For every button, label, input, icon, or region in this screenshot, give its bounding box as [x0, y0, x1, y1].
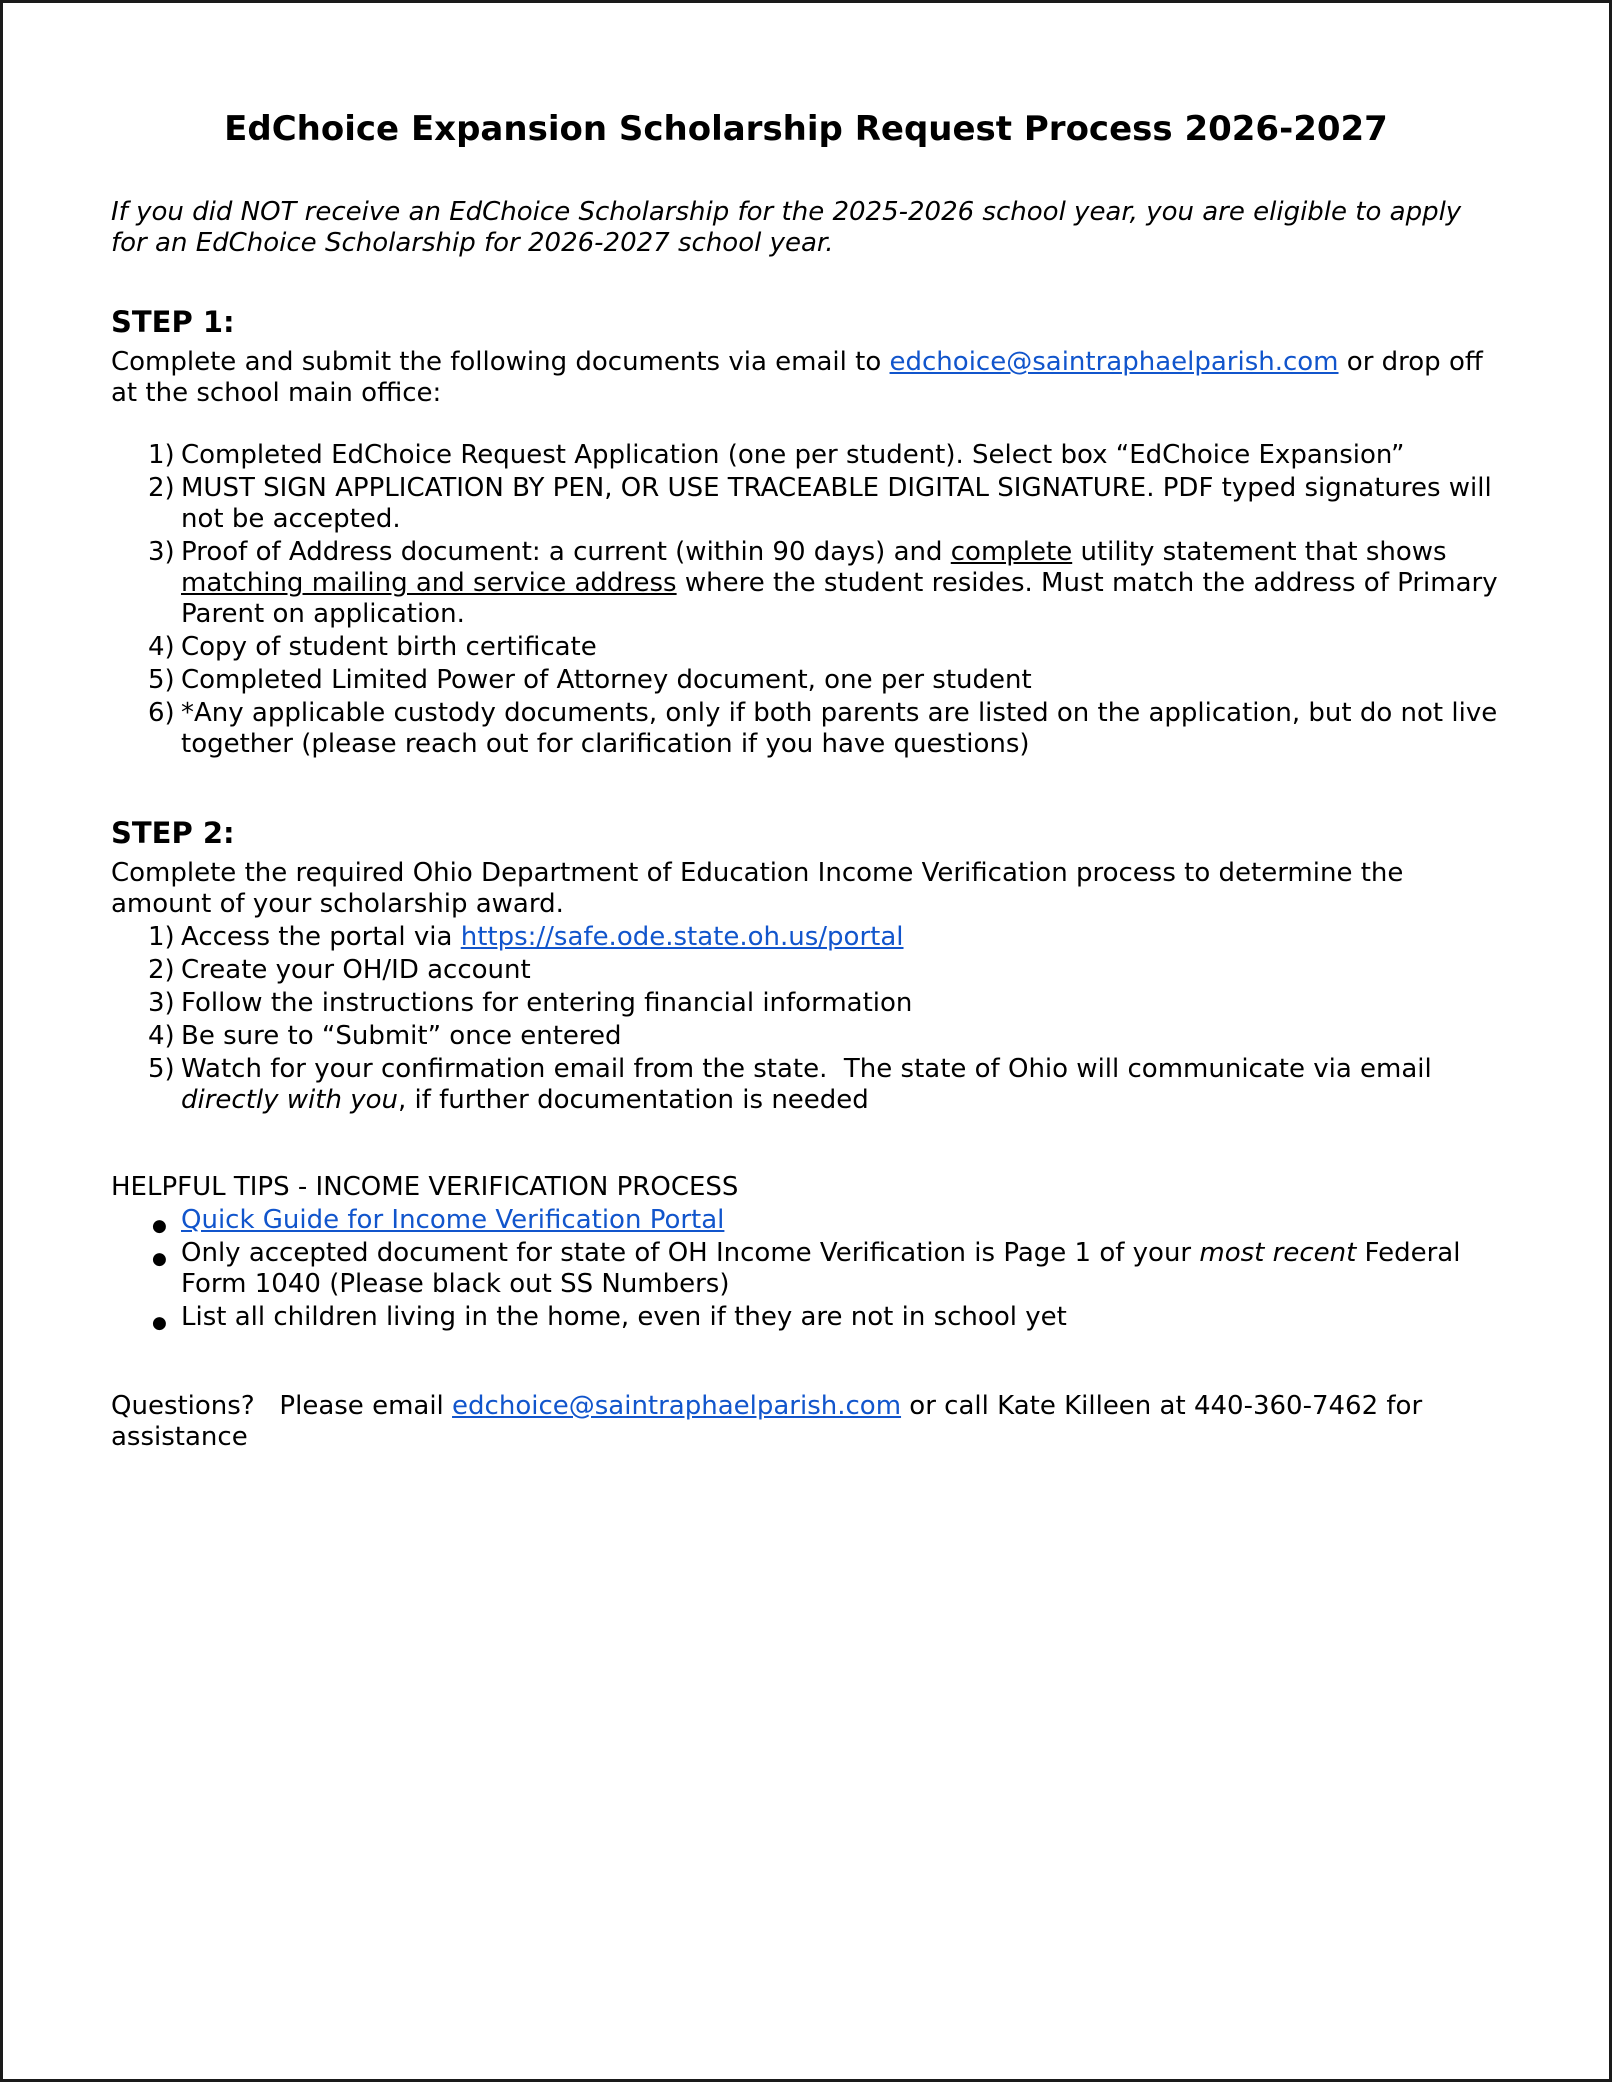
tips-section	[111, 1172, 1501, 1333]
hyperlink[interactable]: edchoice@saintraphaelparish.com	[452, 1391, 902, 1422]
text-run: *Any applicable custody documents, only if both parents are listed on the application, but do not live together (please reach out for clarification if you have questions)	[181, 698, 1506, 760]
text-run: or drop off at the school main office:	[111, 347, 1492, 409]
italic-text: most recent	[1199, 1238, 1357, 1269]
step2-list	[111, 922, 1501, 1116]
footer-paragraph	[111, 1391, 1501, 1453]
list-item	[111, 1021, 1501, 1052]
text-run: Only accepted document for state of OH Income Verification is Page 1 of your	[181, 1238, 1200, 1269]
step1-lead	[111, 347, 1501, 409]
list-item	[111, 988, 1501, 1019]
text-run: Access the portal via	[181, 922, 461, 953]
text-run: Federal Form 1040 (Please black out SS Numbers)	[181, 1238, 1469, 1300]
text-run: , if further documentation is needed	[397, 1085, 869, 1116]
list-item	[111, 665, 1501, 696]
list-item	[111, 1054, 1501, 1116]
hyperlink[interactable]: edchoice@saintraphaelparish.com	[889, 347, 1339, 378]
step2-heading: STEP 2:	[111, 816, 235, 851]
document-title: EdChoice Expansion Scholarship Request Process 2026-2027	[224, 109, 1388, 149]
step1-list	[111, 440, 1506, 760]
text-run: Completed Limited Power of Attorney document, one per student	[181, 665, 1032, 696]
tips-heading: HELPFUL TIPS - INCOME VERIFICATION PROCESS	[111, 1172, 739, 1203]
text-run: Copy of student birth certificate	[181, 632, 597, 663]
tips-list	[111, 1205, 1501, 1333]
list-item	[111, 922, 1501, 953]
text-run: Complete the required Ohio Department of Education Income Verification process to determine the amount of your scholarship award.	[111, 858, 1412, 920]
text-run: or call Kate Killeen at 440-360-7462 for assistance	[111, 1391, 1431, 1453]
text-run: Be sure to “Submit” once entered	[181, 1021, 622, 1052]
list-item	[111, 440, 1501, 471]
text-run: Proof of Address document: a current (within 90 days) and	[181, 537, 951, 568]
hyperlink[interactable]: Quick Guide for Income Verification Portal	[181, 1205, 725, 1236]
list-item	[111, 537, 1506, 630]
hyperlink[interactable]: https://safe.ode.state.oh.us/portal	[460, 922, 904, 953]
italic-text: directly with you	[181, 1085, 398, 1116]
list-item	[111, 1205, 1501, 1236]
underline-text: complete	[950, 537, 1073, 568]
intro-paragraph: If you did NOT receive an EdChoice Scholarship for the 2025-2026 school year, you are eligible to apply for an EdChoice Scholarship for 2026-2027 school year.	[111, 197, 1470, 259]
list-item	[111, 473, 1501, 535]
text-run: Completed EdChoice Request Application (one per student). Select box “EdChoice Expansion”	[181, 440, 1405, 471]
text-run: where the student resides. Must match the address of Primary Parent on application.	[181, 568, 1506, 630]
text-run: Follow the instructions for entering financial information	[181, 988, 913, 1019]
step2-section	[111, 816, 1501, 1116]
step1-heading: STEP 1:	[111, 305, 235, 340]
text-run: utility statement that shows	[1072, 537, 1455, 568]
list-item	[111, 1238, 1501, 1300]
text-run: Complete and submit the following documents via email to	[111, 347, 890, 378]
list-item	[111, 1302, 1501, 1333]
text-run: MUST SIGN APPLICATION BY PEN, OR USE TRACEABLE DIGITAL SIGNATURE. PDF typed signatures will not be accepted.	[181, 473, 1500, 535]
underline-text: matching mailing and service address	[181, 568, 677, 599]
step1-section	[111, 305, 1506, 760]
list-item	[111, 698, 1506, 760]
text-run: Watch for your confirmation email from the state. The state of Ohio will communicate via email	[181, 1054, 1441, 1085]
text-run: Questions? Please email	[111, 1391, 453, 1422]
step2-lead	[111, 858, 1501, 920]
list-item	[111, 955, 1501, 986]
list-item	[111, 632, 1501, 663]
text-run: Create your OH/ID account	[181, 955, 531, 986]
text-run: List all children living in the home, even if they are not in school yet	[181, 1302, 1067, 1333]
